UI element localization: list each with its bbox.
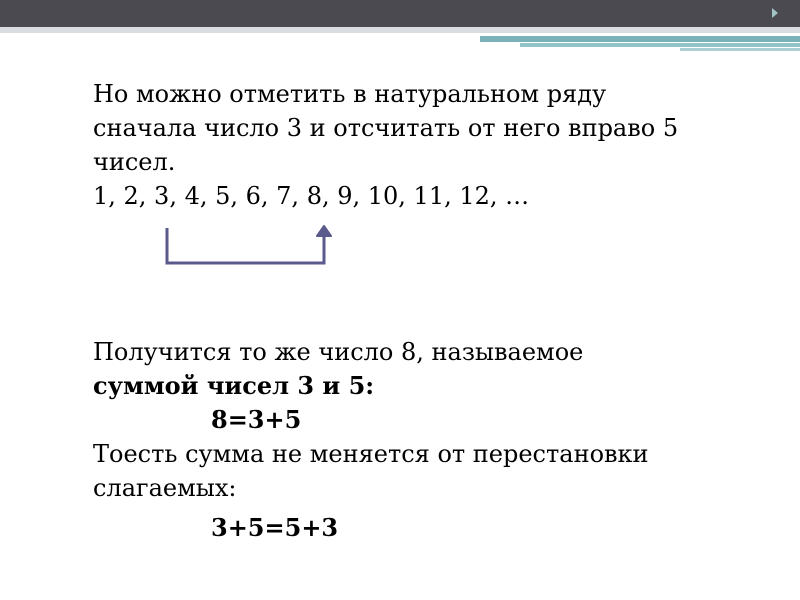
equation-sum: 8=3+5 bbox=[211, 405, 302, 434]
intro-line: чисел. bbox=[93, 148, 176, 176]
number-sequence: 1, 2, 3, 4, 5, 6, 7, 8, 9, 10, 11, 12, … bbox=[93, 182, 530, 210]
note-line: слагаемых: bbox=[93, 474, 237, 502]
result-line: Получится то же число 8, называемое bbox=[93, 338, 584, 366]
header-band bbox=[0, 0, 800, 27]
accent-stripes bbox=[480, 33, 800, 53]
count-arrow-icon bbox=[150, 218, 350, 273]
result-text bbox=[93, 335, 783, 545]
accent-stripe bbox=[480, 36, 800, 42]
accent-stripe bbox=[520, 43, 800, 47]
sum-definition: суммой чисел 3 и 5: bbox=[93, 371, 375, 400]
note-line: Тоесть сумма не меняется от перестановки bbox=[93, 440, 649, 468]
equation-commutative: 3+5=5+3 bbox=[211, 513, 339, 542]
intro-line: сначала число 3 и отсчитать от него вправо 5 bbox=[93, 114, 679, 142]
corner-triangle-icon bbox=[772, 8, 778, 18]
intro-text bbox=[93, 77, 783, 213]
intro-line: Но можно отметить в натуральном ряду bbox=[93, 80, 607, 108]
accent-stripe bbox=[680, 48, 800, 51]
